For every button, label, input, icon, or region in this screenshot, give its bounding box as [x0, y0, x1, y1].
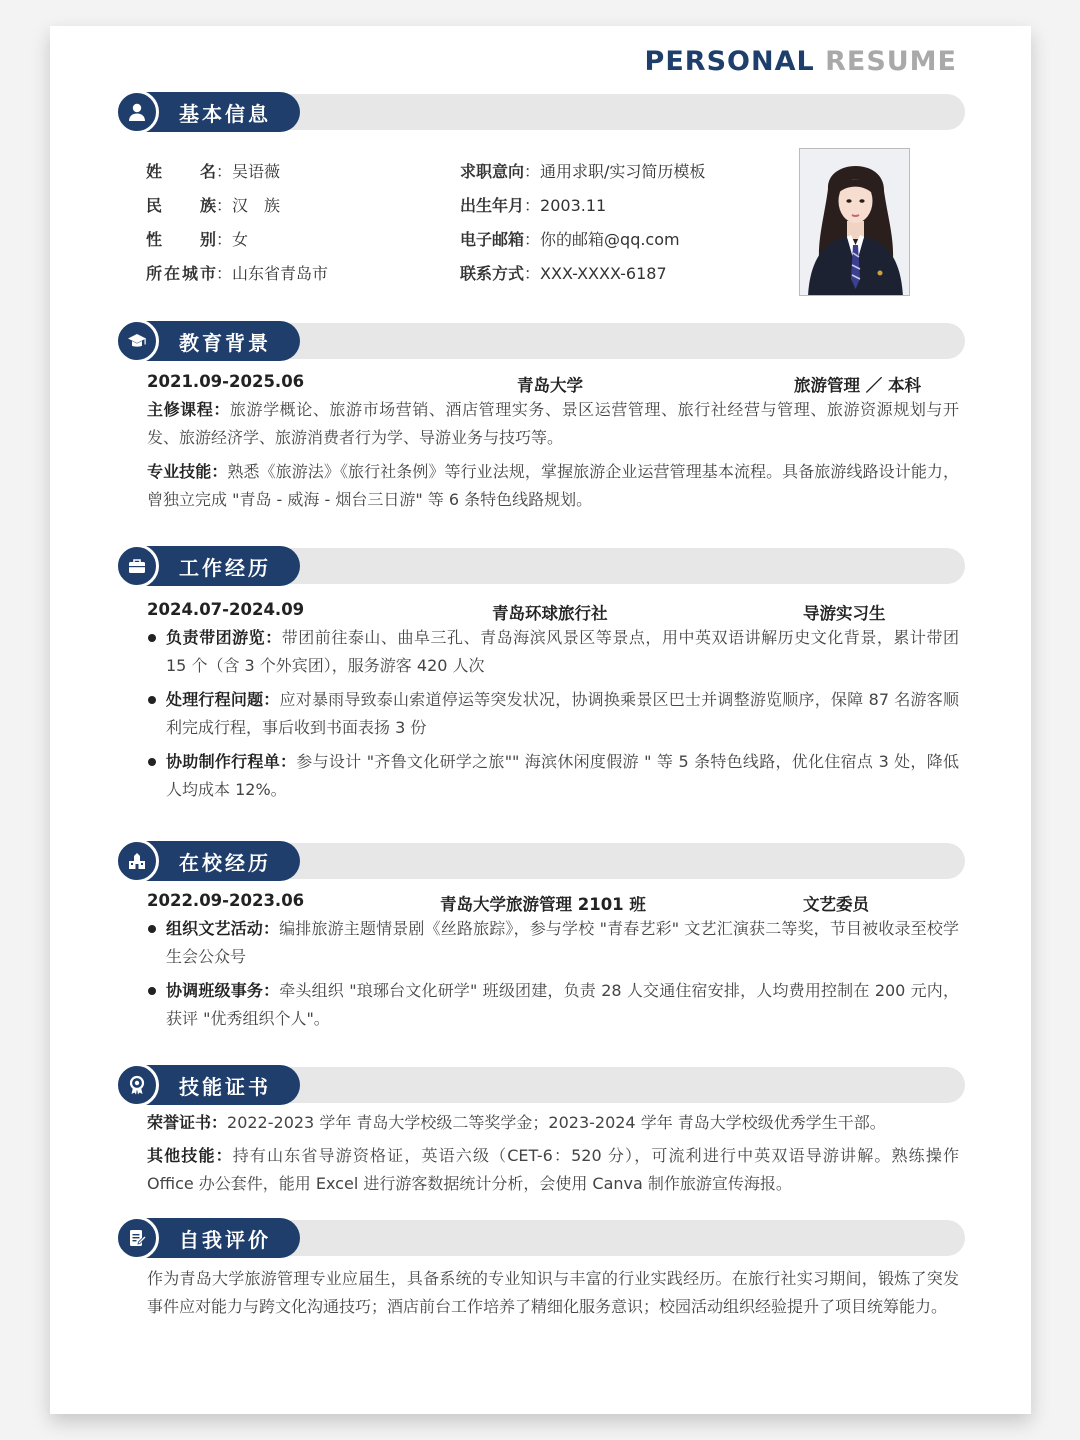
info-ethnic: 民 族：汉 族: [146, 193, 280, 216]
self-evaluation-text: 作为青岛大学旅游管理专业应届生，具备系统的专业知识与丰富的行业实践经历。在旅行社实习期间，锻炼了突发事件应对能力与跨文化沟通技巧；酒店前台工作培养了精细化服务意识；校园活动组织经验提升了项目统筹能力。: [147, 1269, 959, 1316]
info-label: 联系方式: [460, 264, 525, 283]
work-role: 导游实习生: [803, 604, 886, 623]
info-value: 汉 族: [232, 196, 281, 215]
info-birth: 出生年月：2003.11: [460, 196, 607, 215]
profile-photo: [799, 148, 910, 296]
skills-honor: [147, 1109, 959, 1137]
education-period: 2021.09-2025.06: [147, 372, 305, 391]
info-value: 吴语薇: [232, 162, 281, 181]
award-ribbon-icon: [115, 1063, 159, 1107]
skills-label: 专业技能：: [147, 462, 228, 481]
section-header-basic: [117, 92, 965, 130]
section-header-self: [117, 1218, 965, 1256]
campus-org: 青岛大学旅游管理 2101 班: [440, 895, 646, 914]
info-value: 女: [232, 230, 249, 249]
info-phone: 联系方式：XXX-XXXX-6187: [460, 264, 667, 283]
info-city: 所在城市：山东省青岛市: [146, 261, 328, 284]
education-skills: [147, 458, 959, 514]
info-value: 通用求职/实习简历模板: [540, 162, 706, 181]
school-building-icon: [115, 839, 159, 883]
work-item: 处理行程问题：应对暴雨导致泰山索道停运等突发状况，协调换乘景区巴士并调整游览顺序，保障 87 名游客顺利完成行程，事后收到书面表扬 3 份: [147, 686, 959, 742]
section-title-education: 教育背景: [179, 331, 271, 355]
briefcase-icon: [115, 544, 159, 588]
campus-role: 文艺委员: [803, 895, 869, 914]
info-email: 电子邮箱：你的邮箱@qq.com: [460, 230, 680, 249]
user-icon: [115, 90, 159, 134]
skills-text: 熟悉《旅游法》《旅行社条例》等行业法规，掌握旅游企业运营管理基本流程。具备旅游线路设计能力，曾独立完成 "青岛 - 威海 - 烟台三日游" 等 6 条特色线路规划。: [147, 462, 959, 509]
honor-label: 荣誉证书：: [147, 1113, 228, 1132]
work-company: 青岛环球旅行社: [492, 604, 608, 623]
skills-other: [147, 1142, 959, 1198]
info-value: XXX-XXXX-6187: [540, 264, 667, 283]
other-text: 持有山东省导游资格证，英语六级（CET-6：520 分），可流利进行中英双语导游讲解。熟练操作 Office 办公套件，能用 Excel 进行游客数据统计分析，会使用 Canva 制作旅游宣传海报。: [147, 1146, 959, 1193]
work-period: 2024.07-2024.09: [147, 600, 305, 619]
resume-page: [50, 26, 1031, 1414]
info-value: 你的邮箱@qq.com: [540, 230, 680, 249]
info-label: 所在城市: [146, 264, 216, 283]
education-courses: [147, 396, 959, 452]
info-gender: 性 别：女: [146, 227, 248, 250]
education-major: 旅游管理 ／ 本科: [794, 376, 921, 395]
section-title-basic: 基本信息: [179, 102, 271, 126]
info-value: 2003.11: [540, 196, 607, 215]
info-label: 出生年月: [460, 196, 525, 215]
info-value: 山东省青岛市: [232, 264, 329, 283]
work-item: 负责带团游览：带团前往泰山、曲阜三孔、青岛海滨风景区等景点，用中英双语讲解历史文化背景，累计带团 15 个（含 3 个外宾团），服务游客 420 人次: [147, 624, 959, 680]
section-header-skills: [117, 1065, 965, 1103]
campus-period: 2022.09-2023.06: [147, 891, 305, 910]
work-item: 协助制作行程单：参与设计 "齐鲁文化研学之旅"" 海滨休闲度假游 " 等 5 条特色线路，优化住宿点 3 处，降低人均成本 12%。: [147, 748, 959, 804]
resume-brand-title: [645, 46, 957, 77]
education-school: 青岛大学: [517, 376, 583, 395]
section-title-self: 自我评价: [179, 1228, 271, 1252]
brand-word-personal: PERSONAL: [644, 46, 815, 77]
section-header-work: [117, 546, 965, 584]
section-title-campus: 在校经历: [179, 851, 271, 875]
courses-text: 旅游学概论、旅游市场营销、酒店管理实务、景区运营管理、旅行社经营与管理、旅游资源规划与开发、旅游经济学、旅游消费者行为学、导游业务与技巧等。: [147, 400, 959, 447]
graduation-cap-icon: [115, 319, 159, 363]
info-label: 求职意向: [460, 162, 525, 181]
campus-item: 协调班级事务：牵头组织 "琅琊台文化研学" 班级团建，负责 28 人交通住宿安排，人均费用控制在 200 元内，获评 "优秀组织个人"。: [147, 977, 959, 1033]
info-label: 民 族: [146, 196, 216, 215]
section-title-skills: 技能证书: [179, 1075, 271, 1099]
info-label: 性 别: [146, 230, 216, 249]
honor-text: 2022-2023 学年 青岛大学校级二等奖学金；2023-2024 学年 青岛大学校级优秀学生干部。: [227, 1113, 886, 1132]
info-intent: 求职意向：通用求职/实习简历模板: [460, 162, 706, 181]
info-label: 姓 名: [146, 162, 216, 181]
info-label: 电子邮箱: [460, 230, 525, 249]
edit-document-icon: [115, 1216, 159, 1260]
section-title-work: 工作经历: [179, 556, 271, 580]
other-label: 其他技能：: [147, 1146, 233, 1165]
section-header-education: [117, 321, 965, 359]
courses-label: 主修课程：: [147, 400, 230, 419]
info-name: 姓 名：吴语薇: [146, 159, 280, 182]
section-header-campus: [117, 841, 965, 879]
brand-word-resume: RESUME: [825, 46, 957, 77]
campus-item: 组织文艺活动：编排旅游主题情景剧《丝路旅踪》，参与学校 "青春艺彩" 文艺汇演获二等奖，节目被收录至校学生会公众号: [147, 915, 959, 971]
